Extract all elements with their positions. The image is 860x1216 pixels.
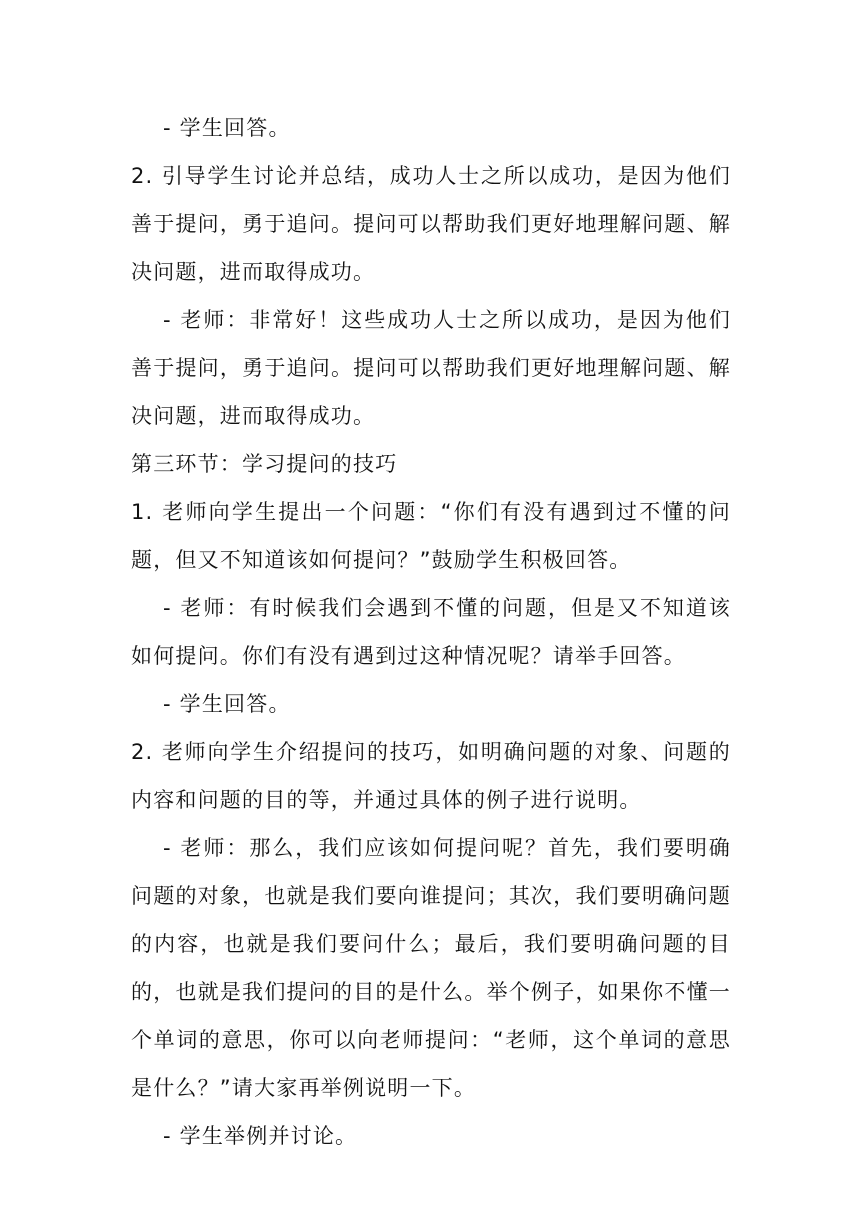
paragraph-step-2-techniques: 2. 老师向学生介绍提问的技巧，如明确问题的对象、问题的内容和问题的目的等，并通过具体的例子进行说明。 [131,740,731,812]
paragraph-student-examples: - 学生举例并讨论。 [163,1124,358,1148]
paragraph-step-2-summary: 2. 引导学生讨论并总结，成功人士之所以成功，是因为他们善于提问，勇于追问。提问可以帮助我们更好地理解问题、解决问题，进而取得成功。 [131,164,731,284]
paragraph-teacher-praise: - 老师：非常好！这些成功人士之所以成功，是因为他们善于提问，勇于追问。提问可以帮助我们更好地理解问题、解决问题，进而取得成功。 [131,308,731,428]
paragraph-teacher-explanation: - 老师：那么，我们应该如何提问呢？首先，我们要明确问题的对象，也就是我们要向谁提问；其次，我们要明确问题的内容，也就是我们要问什么；最后，我们要明确问题的目的，也就是我们提问的目的是什么。举个例子，如果你不懂一个单词的意思，你可以向老师提问：“老师，这个单词的意思是什么？”请大家再举例说明一下。 [131,836,731,1100]
paragraph-step-1-question: 1. 老师向学生提出一个问题：“你们有没有遇到过不懂的问题，但又不知道该如何提问？”鼓励学生积极回答。 [131,500,731,572]
paragraph-teacher-question: - 老师：有时候我们会遇到不懂的问题，但是又不知道该如何提问。你们有没有遇到过这种情况呢？请举手回答。 [131,596,731,668]
paragraph-student-answer-2: - 学生回答。 [163,692,291,716]
section-heading-third-stage: 第三环节：学习提问的技巧 [131,452,398,476]
document-body [131,104,731,1160]
paragraph-student-answer-1: - 学生回答。 [163,116,291,140]
